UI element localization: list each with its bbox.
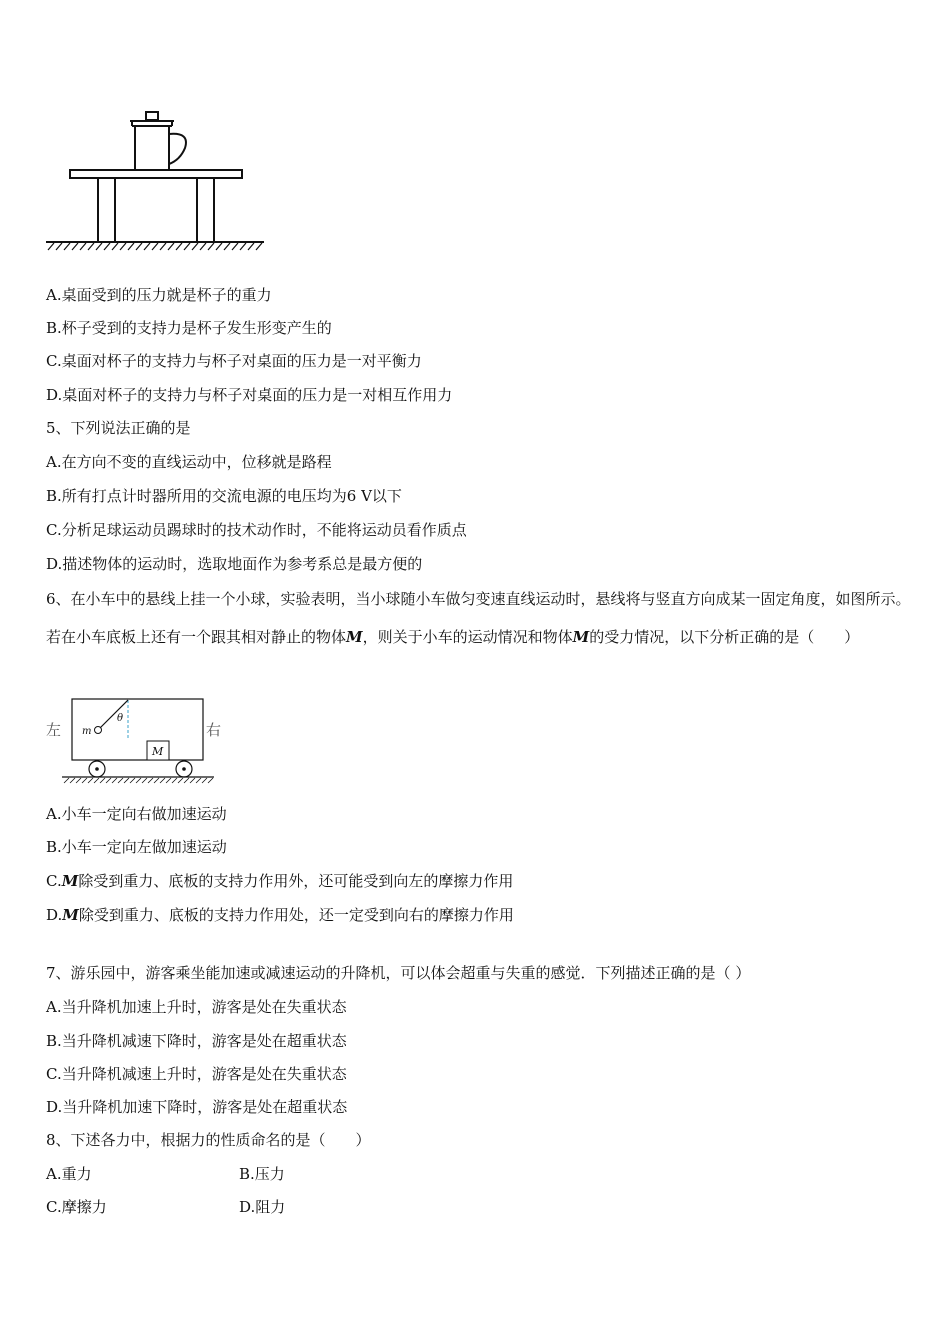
angle-label: θ [117,713,124,724]
q6-option-c: C.M除受到重力、底板的支持力作用外，还可能受到向左的摩擦力作用 [46,872,514,890]
cart-figure [44,694,234,786]
q8-option-b: B.压力 [239,1165,285,1183]
right-label: 右 [206,721,222,739]
q4-option-c: C.桌面对杯子的支持力与杯子对桌面的压力是一对平衡力 [46,352,422,370]
q5-option-c: C.分析足球运动员踢球时的技术动作时，不能将运动员看作质点 [46,521,467,539]
q7-option-a: A.当升降机加速上升时，游客是处在失重状态 [46,998,347,1016]
q6-option-d: D.M除受到重力、底板的支持力作用处，还一定受到向右的摩擦力作用 [46,906,514,924]
q8-option-c: C.摩擦力 [46,1198,107,1216]
q5-option-a: A.在方向不变的直线运动中，位移就是路程 [46,453,332,471]
q6-option-a: A.小车一定向右做加速运动 [46,805,227,823]
q7-option-b: B.当升降机减速下降时，游客是处在超重状态 [46,1032,347,1050]
q4-option-d: D.桌面对杯子的支持力与杯子对桌面的压力是一对相互作用力 [46,386,453,404]
q5-option-d: D.描述物体的运动时，选取地面作为参考系总是最方便的 [46,555,423,573]
q8-option-a: A.重力 [46,1165,92,1183]
q4-option-a: A.桌面受到的压力就是杯子的重力 [46,286,272,304]
q7-option-c: C.当升降机减速上升时，游客是处在失重状态 [46,1065,347,1083]
q4-option-b: B.杯子受到的支持力是杯子发生形变产生的 [46,319,332,337]
q8-stem: 8、下述各力中，根据力的性质命名的是（ ） [46,1131,371,1149]
ball-label: m [82,726,92,737]
q5-stem: 5、下列说法正确的是 [46,419,191,437]
q8-option-d: D.阻力 [239,1198,286,1216]
q5-option-b: B.所有打点计时器所用的交流电源的电压均为6 V以下 [46,487,402,505]
q6-option-b: B.小车一定向左做加速运动 [46,838,227,856]
cup-on-table-figure [40,108,270,256]
left-label: 左 [46,721,62,739]
q7-option-d: D.当升降机加速下降时，游客是处在超重状态 [46,1098,348,1116]
q6-stem: 6、在小车中的悬线上挂一个小球，实验表明，当小球随小车做匀变速直线运动时，悬线将与竖直方向成某一固定角度，如图所示。若在小车底板上还有一个跟其相对静止的物体M，则关于小车的运动情况和物体M的受力情况，以下分析正确的是（ ） [46,590,911,646]
q7-stem: 7、游乐园中，游客乘坐能加速或减速运动的升降机，可以体会超重与失重的感觉．下列描述正确的是（ ） [46,964,751,982]
block-label: M [152,745,164,758]
